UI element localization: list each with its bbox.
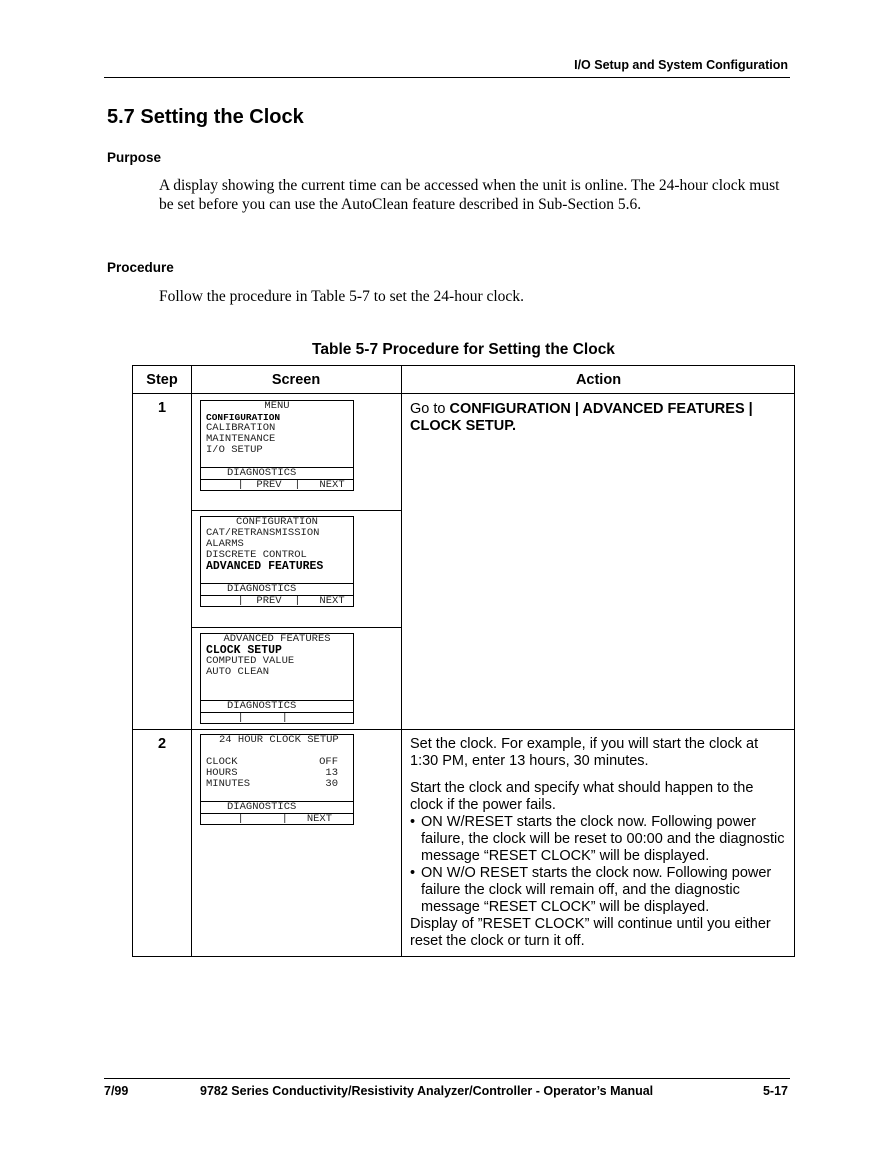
screen-title: 24 HOUR CLOCK SETUP	[219, 735, 339, 746]
screen-setting-row	[201, 779, 353, 790]
column-divider	[401, 366, 402, 956]
lcd-screen-clock-setup	[200, 734, 354, 825]
screen-softkeys: | PREV | NEXT	[201, 479, 353, 490]
action-paragraph: Set the clock. For example, if you will start the clock at 1:30 PM, enter 13 hours, 30 minutes.	[410, 736, 759, 769]
action-menu-path: CONFIGURATION | ADVANCED FEATURES | CLOCK SETUP.	[410, 401, 753, 434]
step-number: 2	[157, 736, 167, 752]
screen-title: ADVANCED FEATURES	[223, 634, 331, 645]
screen-item: CAT/RETRANSMISSION	[206, 528, 320, 539]
purpose-text: A display showing the current time can be accessed when the unit is online. The 24-hour clock must be set before you can use the AutoClean feature described in Sub-Section 5.6.	[159, 177, 780, 213]
setting-label: HOURS	[206, 767, 238, 779]
screen-item: DISCRETE CONTROL	[206, 550, 307, 561]
screen-blank-line	[201, 790, 353, 801]
screen-item-selected: CONFIGURATION	[206, 412, 281, 423]
screen-item-selected: CLOCK SETUP	[206, 645, 282, 656]
bullet-text: ON W/RESET starts the clock now. Following power failure, the clock will be reset to 00:00 and the diagnostic message “RESET CLOCK” will be displayed.	[421, 814, 785, 864]
column-header-action: Action	[575, 372, 622, 388]
column-divider	[191, 366, 192, 956]
screen-item-selected: ADVANCED FEATURES	[206, 561, 324, 572]
footer-date: 7/99	[104, 1084, 129, 1098]
screen-item: MAINTENANCE	[206, 434, 276, 445]
screen-divider	[191, 510, 401, 511]
screen-item: CALIBRATION	[206, 423, 276, 434]
screen-diagnostics: DIAGNOSTICS	[201, 467, 353, 479]
screen-softkeys: | PREV | NEXT	[201, 595, 353, 606]
screen-blank-line	[201, 572, 353, 583]
lcd-screen-configuration	[200, 516, 354, 607]
bullet-text: ON W/O RESET starts the clock now. Following power failure the clock will remain off, and the diagnostic message “RESET CLOCK” will be displayed.	[421, 865, 772, 915]
running-header: I/O Setup and System Configuration	[574, 58, 788, 72]
action-paragraph: Display of ”RESET CLOCK” will continue until you either reset the clock or turn it off.	[410, 916, 771, 949]
column-header-screen: Screen	[271, 372, 321, 388]
screen-blank-line	[201, 456, 353, 467]
setting-value: 30	[325, 778, 338, 790]
bullet-symbol: •	[410, 865, 416, 881]
lcd-screen-menu	[200, 400, 354, 491]
screen-title: CONFIGURATION	[236, 517, 318, 528]
row-divider	[133, 729, 794, 730]
screen-blank-line	[201, 689, 353, 700]
screen-softkeys: | |	[201, 712, 353, 723]
action-bullet	[410, 814, 790, 865]
setting-value: 13	[325, 767, 338, 779]
footer-manual-title: 9782 Series Conductivity/Resistivity Analyzer/Controller - Operator’s Manual	[200, 1084, 654, 1098]
bullet-symbol: •	[410, 814, 416, 830]
screen-divider	[191, 627, 401, 628]
screen-title: MENU	[264, 401, 290, 412]
setting-value: OFF	[319, 756, 338, 768]
action-prefix: Go to	[410, 401, 450, 417]
screen-diagnostics: DIAGNOSTICS	[201, 801, 353, 813]
step-number: 1	[157, 400, 167, 416]
table-caption: Table 5-7 Procedure for Setting the Clock	[312, 341, 615, 358]
action-step-2	[410, 736, 790, 950]
setting-label: MINUTES	[206, 778, 251, 790]
header-rule	[104, 77, 790, 78]
screen-item: ALARMS	[206, 539, 244, 550]
setting-label: CLOCK	[206, 756, 238, 768]
action-step-1	[410, 401, 790, 435]
screen-item: COMPUTED VALUE	[206, 656, 295, 667]
screen-diagnostics: DIAGNOSTICS	[201, 583, 353, 595]
procedure-text: Follow the procedure in Table 5-7 to set the 24-hour clock.	[159, 288, 524, 305]
lcd-screen-advanced-features	[200, 633, 354, 724]
action-bullet	[410, 865, 790, 916]
screen-diagnostics: DIAGNOSTICS	[201, 700, 353, 712]
action-paragraph: Start the clock and specify what should happen to the clock if the power fails.	[410, 780, 754, 813]
footer-page-number: 5-17	[762, 1084, 788, 1098]
procedure-heading: Procedure	[107, 260, 174, 275]
purpose-heading: Purpose	[107, 150, 162, 165]
screen-blank-line	[201, 678, 353, 689]
screen-item: AUTO CLEAN	[206, 667, 270, 678]
footer-rule	[104, 1078, 790, 1079]
column-header-step: Step	[146, 372, 178, 388]
procedure-table	[132, 365, 795, 957]
section-title: 5.7 Setting the Clock	[107, 106, 304, 128]
screen-softkeys: | | NEXT	[201, 813, 353, 824]
screen-item: I/O SETUP	[206, 445, 263, 456]
